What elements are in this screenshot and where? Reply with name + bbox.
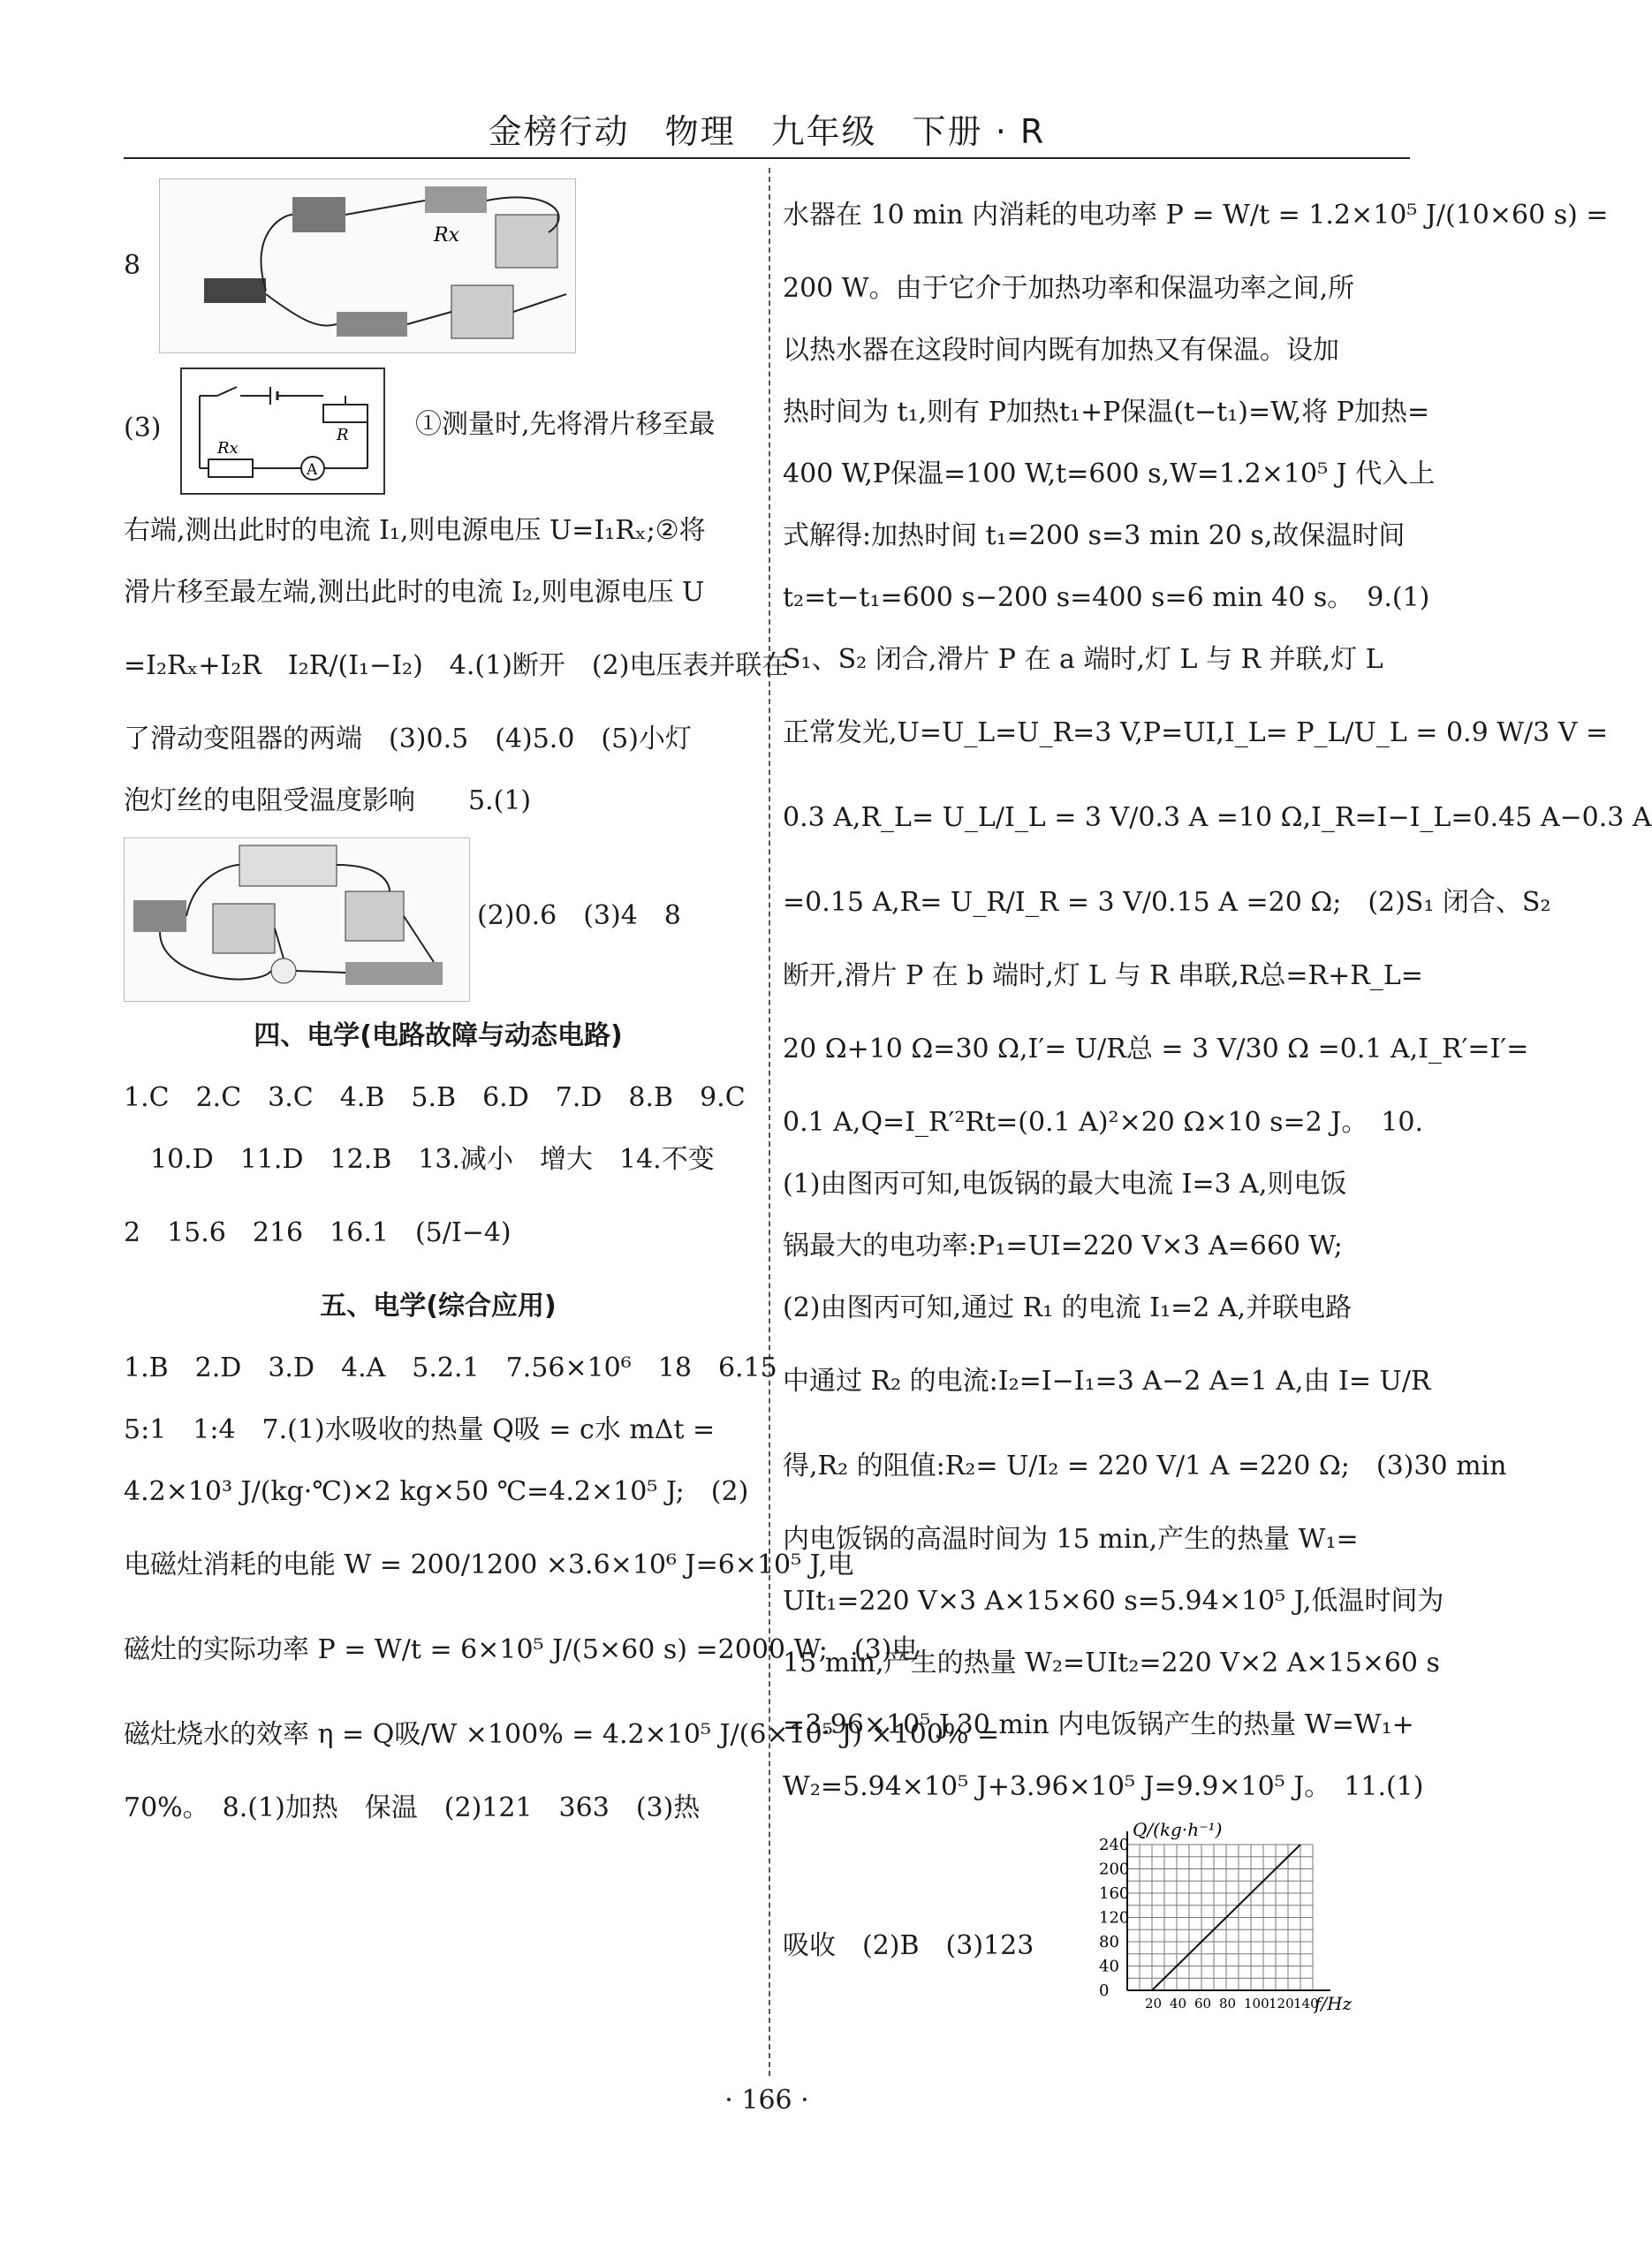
right-text-line: t₂=t−t₁=600 s−200 s=400 s=6 min 40 s。 9.(1) [783,582,1430,613]
right-text-line: 400 W,P保温=100 W,t=600 s,W=1.2×10⁵ J 代入上 [783,458,1436,489]
right-text-line: UIt₁=220 V×3 A×15×60 s=5.94×10⁵ J,低温时间为 [783,1586,1444,1617]
right-text-line: S₁、S₂ 闭合,滑片 P 在 a 端时,灯 L 与 R 并联,灯 L [783,644,1383,675]
section-5-line: 4.2×10³ J/(kg·℃)×2 kg×50 ℃=4.2×10⁵ J; (2) [124,1476,749,1507]
y-tick-labels [1099,1836,1129,2000]
section-5-line: 磁灶的实际功率 P = W/t = 6×10⁵ J/(5×60 s) =2000 W; (3)电 [124,1634,919,1665]
section-4-line: 10.D 11.D 12.B 13.减小 增大 14.不变 [124,1144,715,1175]
left-text-line: =I₂Rₓ+I₂R I₂R/(I₁−I₂) 4.(1)断开 (2)电压表并联在 [124,650,789,681]
right-text-line: 断开,滑片 P 在 b 端时,灯 L 与 R 串联,R总=R+R_L= [783,960,1423,991]
right-text-line: (1)由图丙可知,电饭锅的最大电流 I=3 A,则电饭 [783,1169,1347,1200]
y-tick-label: 240 [1099,1836,1130,1854]
y-tick-label: 80 [1099,1933,1119,1951]
right-text-line: 内电饭锅的高温时间为 15 min,产生的热量 W₁= [783,1524,1359,1555]
x-axis-label: f/Hz [1315,1993,1353,2014]
right-text-line: 0.1 A,Q=I_R′²Rt=(0.1 A)²×20 Ω×10 s=2 J。 10. [783,1107,1424,1138]
right-text-line: 式解得:加热时间 t₁=200 s=3 min 20 s,故保温时间 [783,520,1406,551]
left-text-line: 了滑动变阻器的两端 (3)0.5 (4)5.0 (5)小灯 [124,724,692,754]
x-tick-label: 140 [1293,1996,1319,2012]
left-text-line: 右端,测出此时的电流 I₁,则电源电压 U=I₁Rₓ;②将 [124,515,706,546]
page-number: · 166 · [724,2085,809,2116]
left-text-line: 泡灯丝的电阻受温度影响 5.(1) [124,785,532,816]
y-tick-label: 160 [1099,1884,1130,1903]
right-column [783,173,1652,2030]
question-11-block [783,1818,1410,2030]
left-column [124,173,1000,1839]
section-4-line: 2 15.6 216 16.1 (5/I−4) [124,1217,512,1248]
x-tick-label: 120 [1269,1996,1294,2012]
right-text-line: =0.15 A,R= U_R/I_R = 3 V/0.15 A =20 Ω; (2)S₁ 闭合、S₂ [783,887,1551,918]
right-text-line: 20 Ω+10 Ω=30 Ω,I′= U/R总 = 3 V/30 Ω =0.1 A,I_R′=I′= [783,1034,1529,1065]
question-3-block [124,359,753,500]
y-tick-label: 0 [1099,1981,1110,2000]
right-text-line: 15 min,产生的热量 W₂=UIt₂=220 V×2 A×15×60 s [783,1648,1440,1678]
circuit-diagram-5 [124,837,470,1002]
section-4-line: 1.C 2.C 3.C 4.B 5.B 6.D 7.D 8.B 9.C [124,1082,746,1113]
right-text-line: 以热水器在这段时间内既有加热又有保温。设加 [783,335,1339,366]
circuit-schematic-3 [180,367,385,495]
left-text-line: 滑片移至最左端,测出此时的电流 I₂,则电源电压 U [124,577,705,608]
q5-answers: (2)0.6 (3)4 8 [477,900,681,931]
x-tick-label: 100 [1244,1996,1269,2012]
right-text-line: 200 W。由于它介于加热功率和保温功率之间,所 [783,273,1355,304]
right-text-line: 水器在 10 min 内消耗的电功率 P = W/t = 1.2×10⁵ J/(10×60 s) = [783,200,1609,231]
svg-text:Rx: Rx [217,439,239,458]
y-axis-label: Q/(kg·h⁻¹) [1133,1819,1223,1840]
header-rule [124,157,1410,159]
right-text-line: 得,R₂ 的阻值:R₂= U/I₂ = 220 V/1 A =220 Ω; (3)30 min [783,1451,1507,1481]
q-f-chart [1074,1818,1353,2030]
right-text-line: 热时间为 t₁,则有 P加热t₁+P保温(t−t₁)=W,将 P加热= [783,397,1430,428]
q3-label: (3) [124,413,162,443]
right-text-line: 锅最大的电功率:P₁=UI=220 V×3 A=660 W; [783,1231,1343,1262]
x-tick-label: 60 [1194,1996,1212,2012]
x-tick-label: 80 [1219,1996,1237,2012]
section-5-line: 电磁灶消耗的电能 W = 200/1200 ×3.6×10⁶ J=6×10⁵ J,电 [124,1550,854,1580]
y-tick-label: 40 [1099,1957,1119,1976]
figure-8-block [124,173,753,359]
x-tick-labels [1145,1996,1319,2012]
section-5-title: 五、电学(综合应用) [320,1291,557,1322]
x-tick-label: 40 [1170,1996,1187,2012]
q3-text: ①测量时,先将滑片移至最 [415,409,716,440]
x-tick-label: 20 [1145,1996,1163,2012]
column-divider [769,168,770,2076]
section-5-line: 磁灶烧水的效率 η = Q吸/W ×100% = 4.2×10⁵ J/(6×10⁵ J) ×100% = [124,1719,1000,1750]
section-5-line: 1.B 2.D 3.D 4.A 5.2.1 7.56×10⁶ 18 6.15 [124,1353,777,1383]
section-4-title: 四、电学(电路故障与动态电路) [254,1020,623,1051]
q11-answer: 吸收 (2)B (3)123 [783,1930,1034,1961]
rx-label: Rx [434,224,459,246]
figure-5-block [124,832,753,1005]
right-text-line: 正常发光,U=U_L=U_R=3 V,P=UI,I_L= P_L/U_L = 0.9 W/3 V = [783,717,1609,748]
page-header: 金榜行动 物理 九年级 下册 · R [488,112,1046,151]
right-text-line: 0.3 A,R_L= U_L/I_L = 3 V/0.3 A =10 Ω,I_R=I−I_L=0.45 A−0.3 A [783,802,1652,833]
y-tick-label: 200 [1099,1860,1130,1879]
section-5-line: 70%。 8.(1)加热 保温 (2)121 363 (3)热 [124,1792,701,1823]
svg-text:A: A [307,461,318,479]
right-text-line: W₂=5.94×10⁵ J+3.96×10⁵ J=9.9×10⁵ J。 11.(1) [783,1771,1424,1802]
right-text-line: (2)由图丙可知,通过 R₁ 的电流 I₁=2 A,并联电路 [783,1292,1353,1323]
section-5-line: 5:1 1:4 7.(1)水吸收的热量 Q吸 = c水 mΔt = [124,1414,716,1445]
circuit-diagram-8 [159,178,576,353]
chart-grid [1127,1845,1313,1990]
svg-text:R: R [337,426,349,444]
y-tick-label: 120 [1099,1908,1130,1928]
right-text-line: 中通过 R₂ 的电流:I₂=I−I₁=3 A−2 A=1 A,由 I= U/R [783,1366,1431,1397]
right-text-line: =3.96×10⁵ J,30 min 内电饭锅产生的热量 W=W₁+ [783,1709,1414,1740]
figure-8-label: 8 [124,250,141,281]
